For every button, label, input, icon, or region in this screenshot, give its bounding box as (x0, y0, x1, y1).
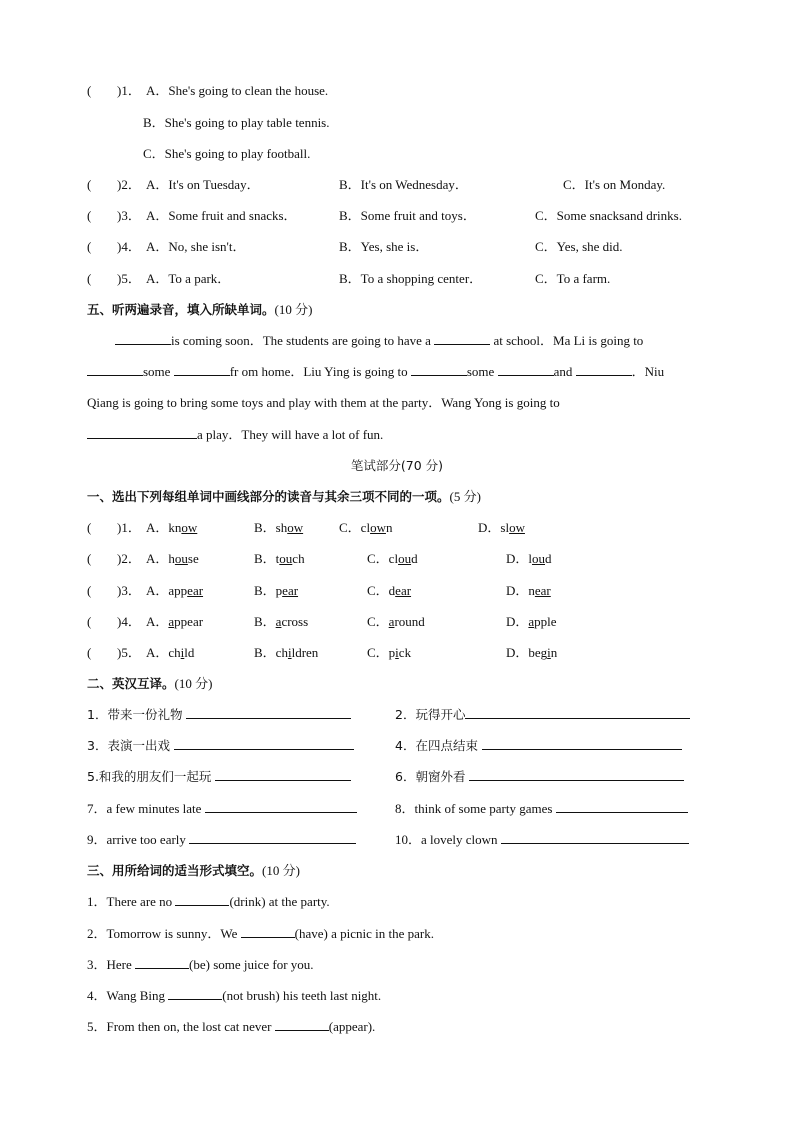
question-number: )5． (117, 645, 141, 660)
word-part: n (550, 645, 558, 660)
passage-text: fr om home．Liu Ying is going to (229, 364, 408, 379)
fill-blank[interactable] (275, 1017, 329, 1031)
fill-blank[interactable] (434, 331, 490, 345)
word-part: A． (146, 520, 169, 535)
fill-blank[interactable] (87, 425, 197, 439)
section-score: (10 分) (174, 676, 213, 691)
listening-q5 (0, 269, 794, 289)
listening-q2 (0, 175, 794, 195)
option-c: C．To a farm. (535, 271, 611, 286)
fill-blank[interactable] (174, 362, 230, 376)
option-b: B．To a shopping center． (339, 271, 483, 286)
option-a: A．She's going to clean the house. (146, 83, 329, 98)
question-number: )3． (117, 208, 141, 223)
fill-blank[interactable] (87, 362, 143, 376)
written-part-title: 笔试部分(70 分) (350, 458, 444, 473)
item-text: 1．There are no (87, 894, 173, 909)
section5-line-4 (0, 425, 794, 445)
section5-line-2 (0, 362, 794, 382)
word-part: ch (275, 645, 288, 660)
fill-blank[interactable] (168, 986, 222, 1000)
item-text: (have) a picnic in the park. (294, 926, 434, 941)
listening-q4 (0, 237, 794, 257)
question-number: )2． (117, 551, 141, 566)
item-text: 5．From then on, the lost cat never (87, 1019, 272, 1034)
option-a: A．Some fruit and snacks． (146, 208, 297, 223)
section-title: 一、选出下列每组单词中画线部分的读音与其余三项不同的一项。 (87, 489, 450, 504)
underlined-letters: ow (509, 520, 525, 535)
word-part: p (388, 645, 396, 660)
word-part: D． (478, 520, 501, 535)
underlined-letters: ou (174, 551, 188, 566)
answer-paren[interactable]: ( (87, 614, 92, 629)
section-score: (10 分) (274, 302, 313, 317)
fill-item (0, 1017, 794, 1037)
word-part: B． (254, 614, 276, 629)
word-part: d (388, 583, 396, 598)
word-part: B． (254, 551, 276, 566)
option-c (367, 612, 425, 632)
answer-line[interactable] (174, 736, 354, 750)
phonics-row (0, 643, 794, 663)
option-a: A．To a park． (146, 271, 231, 286)
fill-blank[interactable] (115, 331, 171, 345)
underlined-letters: i (287, 645, 292, 660)
word-part: ch (292, 551, 305, 566)
answer-paren[interactable]: ( (87, 83, 92, 98)
word-part: D． (506, 583, 529, 598)
section-title: 二、英汉互译。 (87, 676, 175, 691)
section-score: (10 分) (262, 863, 300, 878)
passage-text: Qiang is going to bring some toys and play with them at the party．Wang Yong is going to (87, 395, 560, 410)
word-part: cl (360, 520, 371, 535)
answer-line[interactable] (482, 736, 682, 750)
item-text: (not brush) his teeth last night. (222, 988, 382, 1003)
answer-paren[interactable]: ( (87, 208, 92, 223)
translation-prompt: 5.和我的朋友们一起玩 (87, 769, 212, 784)
word-part: cross (281, 614, 309, 629)
option-d (506, 612, 557, 632)
option-c (367, 581, 411, 601)
answer-paren[interactable]: ( (87, 239, 92, 254)
passage-text: a play．They will have a lot of fun. (197, 427, 384, 442)
item-text: (be) some juice for you. (189, 957, 314, 972)
option-a (146, 518, 197, 538)
underlined-letters: ear (282, 583, 299, 598)
fill-blank[interactable] (411, 362, 467, 376)
fill-item (0, 892, 794, 912)
word-part: A． (146, 645, 169, 660)
option-c (339, 518, 392, 538)
option-b (254, 549, 305, 569)
option-d (506, 581, 551, 601)
item-text: 4．Wang Bing (87, 988, 166, 1003)
option-d (506, 643, 557, 663)
translation-row (0, 830, 794, 850)
fill-item (0, 955, 794, 975)
fill-blank[interactable] (241, 924, 295, 938)
word-part: ld (184, 645, 195, 660)
word-part: C． (367, 645, 389, 660)
translation-prompt: 6．朝窗外看 (395, 769, 466, 784)
word-part: D． (506, 551, 529, 566)
option-a (146, 581, 203, 601)
word-part: n (528, 583, 535, 598)
part2-heading (0, 674, 794, 694)
word-part: pple (534, 614, 557, 629)
underlined-letters: i (180, 645, 185, 660)
section-title: 五、听两遍录音，填入所缺单词。 (87, 302, 275, 317)
passage-text: and (553, 364, 573, 379)
question-number: )4． (117, 239, 141, 254)
answer-line[interactable] (186, 705, 351, 719)
underlined-letters: a (168, 614, 175, 629)
section-title: 三、用所给词的适当形式填空。 (87, 863, 263, 878)
word-part: l (528, 551, 533, 566)
option-c: C．She's going to play football. (143, 146, 311, 161)
option-a (146, 643, 194, 663)
answer-paren[interactable]: ( (87, 271, 92, 286)
option-a: A．No, she isn't． (146, 239, 246, 254)
translation-prompt: 8．think of some party games (395, 801, 553, 816)
underlined-letters: a (388, 614, 395, 629)
option-b (254, 612, 308, 632)
question-number: )4． (117, 614, 141, 629)
word-part: d (545, 551, 552, 566)
passage-text: is coming soon．The students are going to have a (171, 333, 431, 348)
word-part: B． (254, 645, 276, 660)
answer-line[interactable] (205, 799, 357, 813)
option-b: B．Some fruit and toys． (339, 208, 476, 223)
underlined-letters: ow (370, 520, 386, 535)
section-score: (5 分) (449, 489, 481, 504)
item-text: 3．Here (87, 957, 132, 972)
translation-row (0, 705, 794, 725)
option-b (254, 643, 318, 663)
option-d (506, 549, 552, 569)
underlined-letters: ear (395, 583, 412, 598)
answer-line[interactable] (465, 705, 690, 719)
question-number: )3． (117, 583, 141, 598)
word-part: C． (367, 614, 389, 629)
translation-prompt: 1．带来一份礼物 (87, 707, 183, 722)
underlined-letters: ow (181, 520, 198, 535)
underlined-letters: ou (532, 551, 546, 566)
option-b (254, 581, 298, 601)
section5-heading (0, 300, 794, 320)
section5-line-1 (0, 331, 794, 351)
word-part: beg (528, 645, 548, 660)
translation-row (0, 767, 794, 787)
passage-text: ．Niu (631, 364, 665, 379)
word-part: se (187, 551, 199, 566)
item-text: (appear). (328, 1019, 376, 1034)
phonics-row (0, 612, 794, 632)
word-part: C． (339, 520, 361, 535)
underlined-letters: i (547, 645, 551, 660)
answer-paren[interactable]: ( (87, 645, 92, 660)
question-number: )2． (117, 177, 141, 192)
section5-line-3 (0, 393, 794, 413)
item-text: 2．Tomorrow is sunny．We (87, 926, 238, 941)
phonics-row (0, 581, 794, 601)
word-part: round (394, 614, 425, 629)
answer-paren[interactable]: ( (87, 551, 92, 566)
underlined-letters: ou (279, 551, 293, 566)
word-part: p (275, 583, 283, 598)
word-part: ppear (174, 614, 204, 629)
option-a: A．It's on Tuesday． (146, 177, 260, 192)
answer-line[interactable] (469, 767, 684, 781)
word-part: h (168, 551, 175, 566)
fill-item (0, 924, 794, 944)
option-c: C．Yes, she did. (535, 239, 623, 254)
translation-prompt: 10．a lovely clown (395, 832, 498, 847)
word-part: sl (500, 520, 510, 535)
translation-row (0, 736, 794, 756)
word-part: C． (367, 551, 389, 566)
word-part: D． (506, 614, 529, 629)
answer-line[interactable] (501, 830, 689, 844)
translation-prompt: 3．表演一出戏 (87, 738, 170, 753)
listening-q1-option-b (0, 113, 794, 133)
option-c: C．Some snacksand drinks. (535, 208, 682, 223)
fill-item (0, 986, 794, 1006)
listening-q1 (0, 81, 794, 101)
option-c: C．It's on Monday. (563, 177, 666, 192)
underlined-letters: ou (398, 551, 412, 566)
word-part: ch (168, 645, 181, 660)
option-b: B．It's on Wednesday． (339, 177, 468, 192)
answer-line[interactable] (215, 767, 351, 781)
option-b: B．Yes, she is． (339, 239, 429, 254)
word-part: sh (275, 520, 288, 535)
option-a (146, 549, 199, 569)
underlined-letters: a (275, 614, 282, 629)
answer-line[interactable] (556, 799, 688, 813)
word-part: d (411, 551, 418, 566)
underlined-letters: ow (287, 520, 304, 535)
passage-text: some (143, 364, 171, 379)
word-part: app (168, 583, 188, 598)
option-c (367, 643, 411, 663)
option-b (254, 518, 303, 538)
translation-prompt: 2．玩得开心 (395, 707, 466, 722)
word-part: C． (367, 583, 389, 598)
item-text: (drink) at the party. (229, 894, 330, 909)
translation-prompt: 9．arrive too early (87, 832, 186, 847)
answer-paren[interactable]: ( (87, 177, 92, 192)
fill-blank[interactable] (175, 892, 229, 906)
word-part: ldren (291, 645, 319, 660)
part1-heading (0, 487, 794, 507)
translation-prompt: 4．在四点结束 (395, 738, 478, 753)
word-part: n (385, 520, 393, 535)
word-part: kn (168, 520, 182, 535)
fill-blank[interactable] (498, 362, 554, 376)
word-part: t (275, 551, 280, 566)
fill-blank[interactable] (576, 362, 632, 376)
word-part: A． (146, 551, 169, 566)
word-part: B． (254, 583, 276, 598)
word-part: cl (388, 551, 399, 566)
question-number: )1． (117, 83, 141, 98)
listening-q3 (0, 206, 794, 226)
question-number: )5． (117, 271, 141, 286)
underlined-letters: a (528, 614, 535, 629)
question-number: )1． (117, 520, 141, 535)
word-part: B． (254, 520, 276, 535)
passage-text: some (466, 364, 495, 379)
word-part: A． (146, 614, 169, 629)
translation-prompt: 7．a few minutes late (87, 801, 202, 816)
written-title-row (0, 456, 794, 476)
word-part: A． (146, 583, 169, 598)
part3-heading (0, 861, 794, 881)
underlined-letters: ear (187, 583, 204, 598)
fill-blank[interactable] (135, 955, 189, 969)
answer-paren[interactable]: ( (87, 520, 92, 535)
phonics-row (0, 518, 794, 538)
translation-row (0, 799, 794, 819)
word-part: D． (506, 645, 529, 660)
option-b: B．She's going to play table tennis. (143, 115, 330, 130)
answer-line[interactable] (189, 830, 356, 844)
listening-q1-option-c (0, 144, 794, 164)
option-a (146, 612, 203, 632)
option-c (367, 549, 418, 569)
passage-text: at school．Ma Li is going to (493, 333, 644, 348)
phonics-row (0, 549, 794, 569)
answer-paren[interactable]: ( (87, 583, 92, 598)
word-part: ck (398, 645, 412, 660)
option-d (478, 518, 525, 538)
underlined-letters: ear (534, 583, 551, 598)
underlined-letters: i (395, 645, 399, 660)
